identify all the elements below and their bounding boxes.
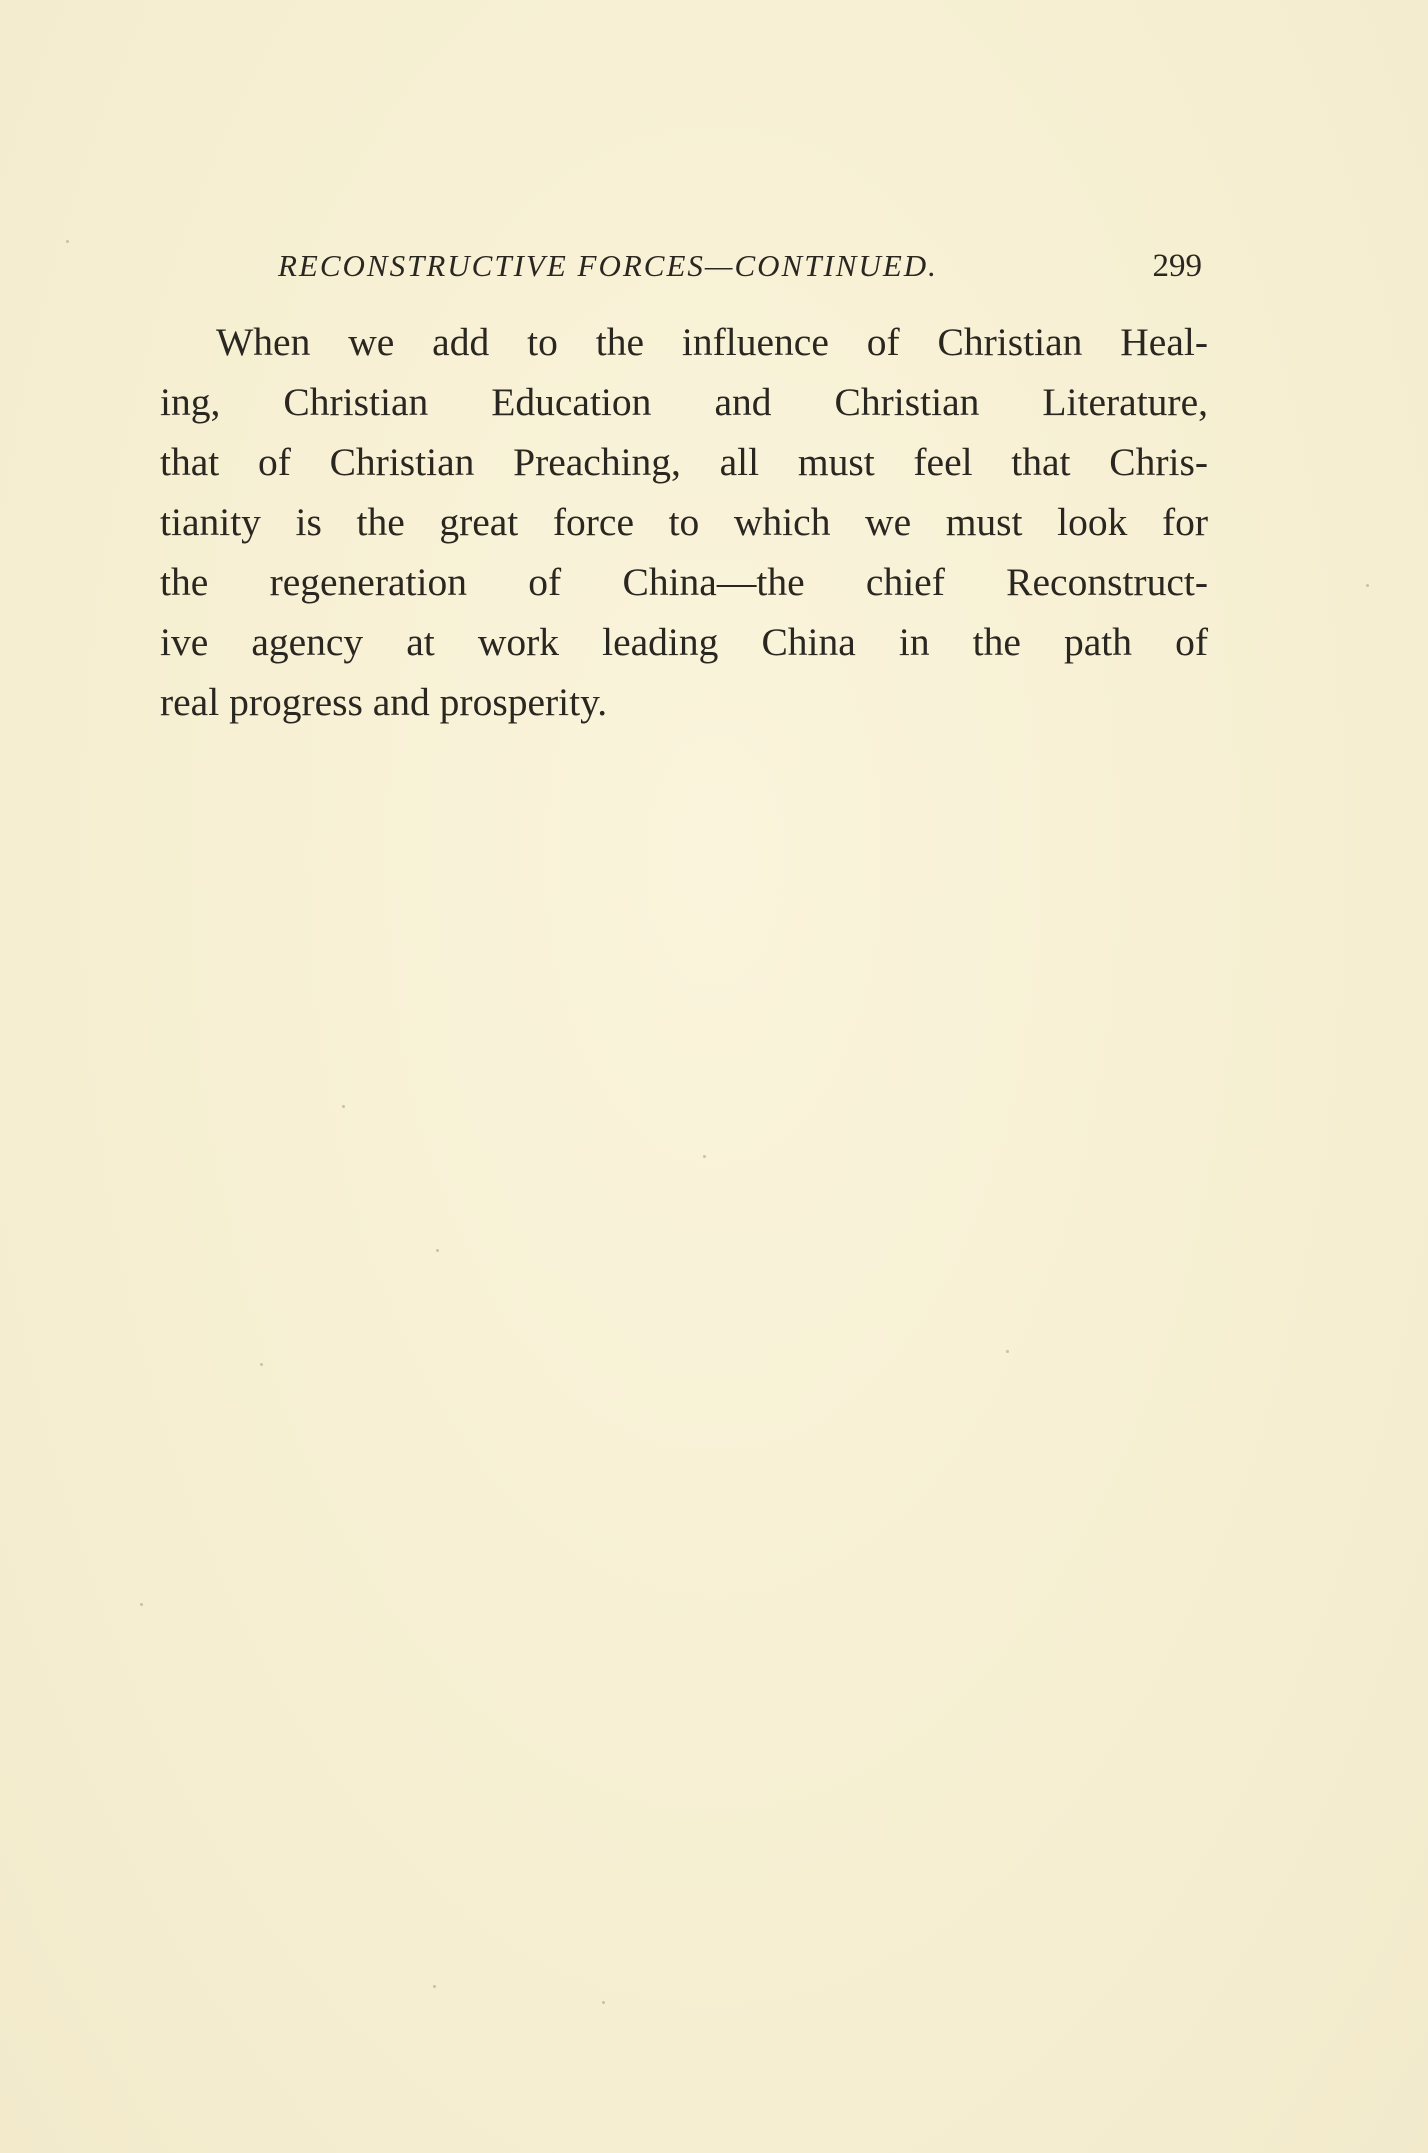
paragraph-line: real progress and prosperity.	[160, 680, 608, 724]
paper-speck	[342, 1105, 345, 1108]
paragraph-line: ing, Christian Education and Christian Literature,	[160, 380, 1208, 424]
running-title: RECONSTRUCTIVE FORCES—CONTINUED.	[278, 248, 938, 283]
paragraph-line: When we add to the influence of Christian Heal-	[216, 320, 1208, 364]
paper-speck	[66, 240, 69, 243]
paper-speck	[436, 1249, 439, 1252]
page-number: 299	[1152, 248, 1202, 284]
paper-speck	[433, 1985, 436, 1988]
paragraph-line: that of Christian Preaching, all must feel that Chris-	[160, 440, 1208, 484]
paper-speck	[140, 1603, 143, 1606]
paper-speck	[260, 1363, 263, 1366]
paper-speck	[703, 1155, 706, 1158]
running-header	[160, 244, 1208, 288]
paragraph-line: tianity is the great force to which we must look for	[160, 500, 1208, 544]
paragraph-line: ive agency at work leading China in the path of	[160, 620, 1208, 664]
paragraph	[160, 312, 1208, 732]
paper-speck	[602, 2001, 605, 2004]
paper-speck	[1366, 584, 1369, 587]
paragraph-line: the regeneration of China—the chief Reconstruct-	[160, 560, 1208, 604]
paper-speck	[1006, 1350, 1009, 1353]
